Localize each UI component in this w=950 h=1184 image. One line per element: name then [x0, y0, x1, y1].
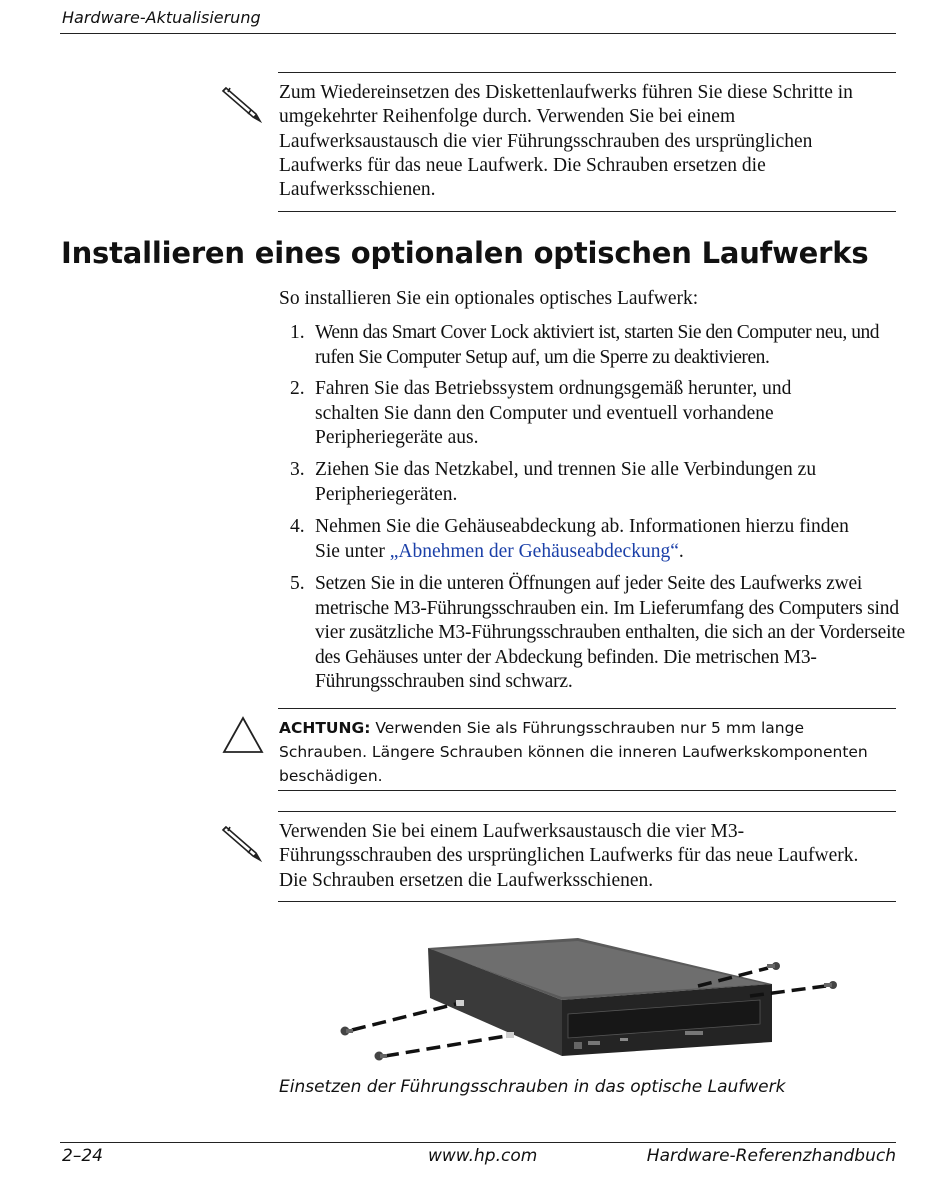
- page-number: 2–24: [62, 1146, 103, 1166]
- note1-top-rule: [278, 72, 896, 73]
- section-title: Installieren eines optionalen optischen Laufwerks: [61, 236, 869, 270]
- step-text: Fahren Sie das Betriebssystem ordnungsgemäß herunter, und schalten Sie dann den Computer und eventuell vorhandene Peripheriegeräte aus.: [315, 378, 792, 448]
- optical-drive-illustration: [330, 934, 850, 1079]
- screw-path: [352, 1004, 456, 1030]
- note2-text: Verwenden Sie bei einem Laufwerksaustausch die vier M3-Führungsschrauben des ursprünglichen Laufwerks für das neue Laufwerk. Die Schrauben ersetzen die Laufwerksschienen.: [279, 821, 859, 891]
- note2-bottom-rule: [278, 901, 896, 902]
- step-number: 4.: [290, 516, 305, 537]
- intro-text: So installieren Sie ein optionales optisches Laufwerk:: [279, 288, 699, 309]
- step-text-part: Nehmen Sie die Gehäuseabdeckung ab. Informationen hierzu finden Sie unter: [315, 516, 849, 562]
- step-text: Wenn das Smart Cover Lock aktiviert ist, starten Sie den Computer neu, und rufen Sie Computer Setup auf, um die Sperre zu deaktivieren.: [315, 322, 880, 368]
- footer-rule: [60, 1142, 896, 1143]
- pencil-note-icon: [220, 84, 264, 124]
- step-text-part: .: [678, 540, 684, 562]
- caution-top-rule: [278, 708, 896, 709]
- screw-path: [385, 1036, 506, 1056]
- header-rule: [60, 33, 896, 34]
- step-text: Setzen Sie in die unteren Öffnungen auf jeder Seite des Laufwerks zwei metrische M3-Führungsschrauben ein. Im Lieferumfang des Computers sind vier zusätzliche M3-Führungsschrauben enthalten, die sich an der Vorderseite des Gehäuses unter der Abdeckung befinden. Die metrischen M3-Führungsschrauben sind schwarz.: [315, 573, 906, 692]
- caution-body: Verwenden Sie als Führungsschrauben nur 5 mm lange Schrauben. Längere Schrauben können die inneren Laufwerkskomponenten beschädigen.: [279, 719, 868, 785]
- cross-reference-link[interactable]: „Abnehmen der Gehäuseabdeckung“: [389, 540, 679, 562]
- caution-bottom-rule: [278, 790, 896, 791]
- caution-triangle-icon: [222, 716, 264, 754]
- step-number: 2.: [290, 378, 305, 399]
- pencil-note-icon: [220, 823, 264, 863]
- caution-label: ACHTUNG:: [279, 719, 371, 737]
- footer-url: www.hp.com: [428, 1146, 538, 1166]
- step-text: [315, 515, 875, 564]
- footer-book-title: Hardware-Referenzhandbuch: [646, 1146, 896, 1166]
- note1-bottom-rule: [278, 211, 896, 212]
- step-number: 3.: [290, 459, 305, 480]
- note2-top-rule: [278, 811, 896, 812]
- step-text: Ziehen Sie das Netzkabel, und trennen Sie alle Verbindungen zu Peripheriegeräten.: [315, 459, 817, 505]
- step-number: 5.: [290, 573, 305, 594]
- note1-text: Zum Wiedereinsetzen des Diskettenlaufwerks führen Sie diese Schritte in umgekehrter Reihenfolge durch. Verwenden Sie bei einem Laufwerksaustausch die vier Führungsschrauben des ursprünglichen Laufwerks für das neue Laufwerk. Die Schrauben ersetzen die Laufwerksschienen.: [279, 82, 853, 201]
- step-number: 1.: [290, 322, 305, 343]
- caution-text: [279, 716, 879, 788]
- figure-caption: Einsetzen der Führungsschrauben in das optische Laufwerk: [279, 1077, 786, 1097]
- running-header: Hardware-Aktualisierung: [62, 8, 261, 27]
